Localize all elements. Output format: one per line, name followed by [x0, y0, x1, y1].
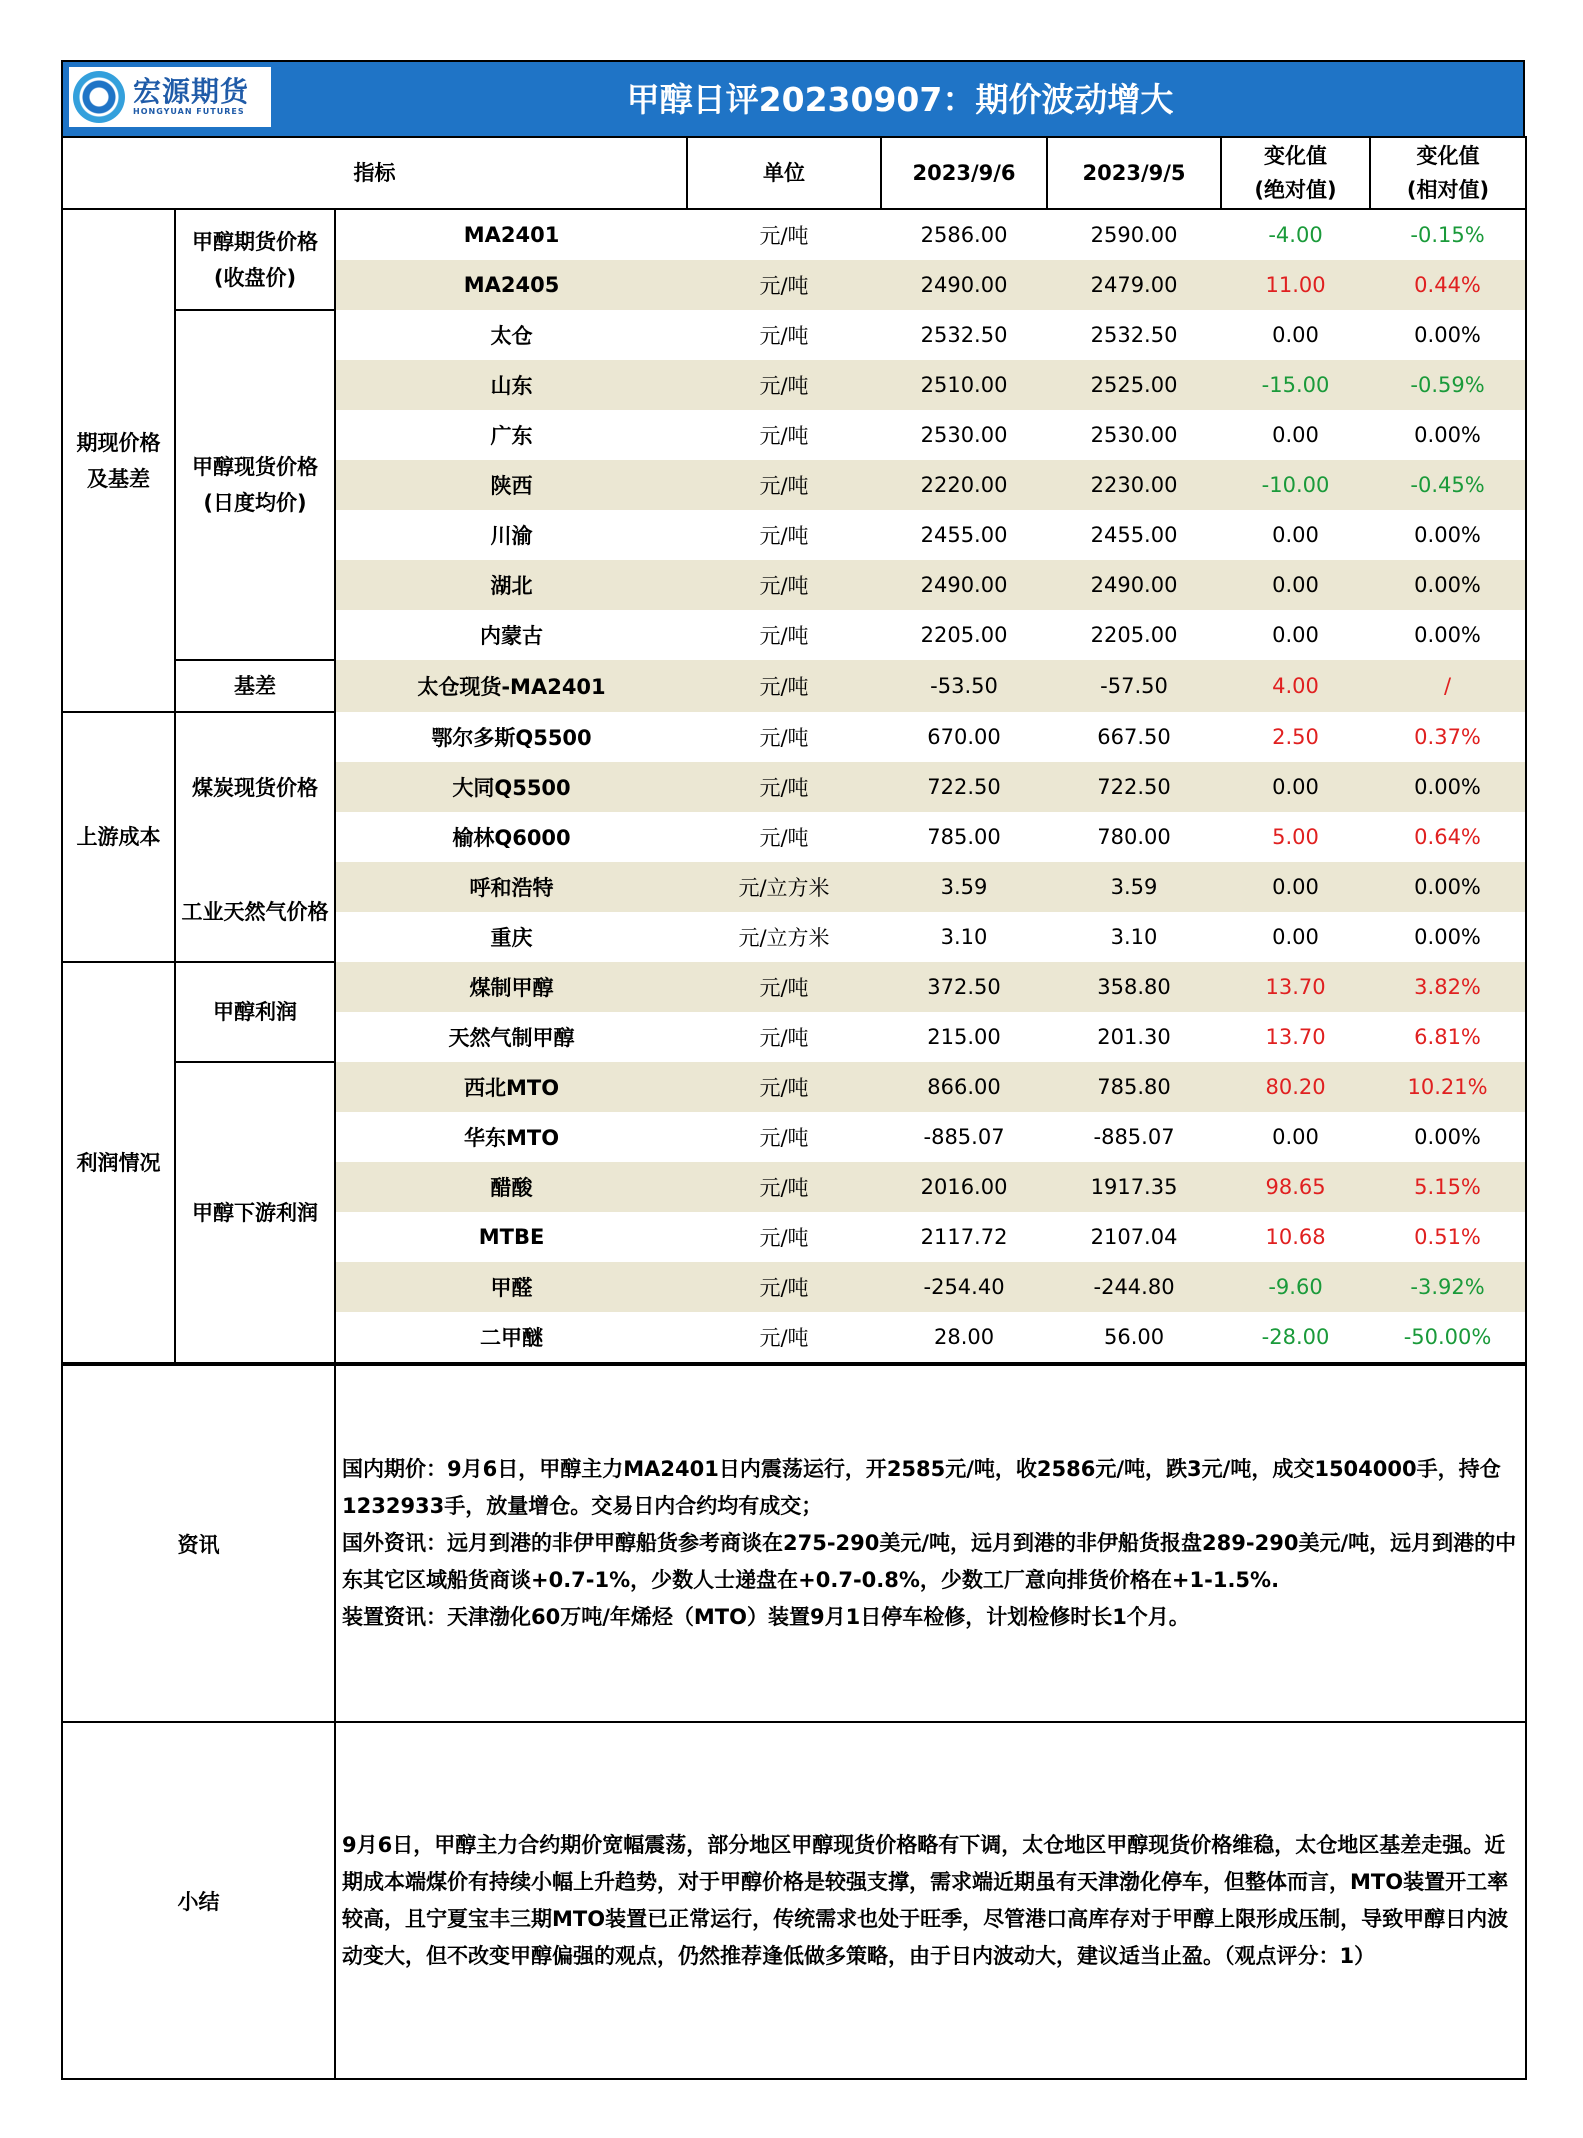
cell-value-0905: 785.80: [1047, 1062, 1221, 1112]
sub-downstream-profit: 甲醇下游利润: [175, 1062, 335, 1363]
cell-rel-change: -0.59%: [1370, 360, 1526, 410]
cell-value-0905: 2107.04: [1090, 1225, 1178, 1249]
cell-rel-change: -0.45%: [1370, 460, 1526, 510]
cell-rel-change: 0.37%: [1370, 712, 1526, 762]
cell-value-0906: 28.00: [881, 1312, 1047, 1363]
cell-abs-change: -4.00: [1268, 223, 1323, 247]
cell-indicator: 大同Q5500: [335, 762, 687, 812]
table-row: [62, 862, 1526, 912]
cell-unit: 元/吨: [759, 1026, 809, 1050]
cell-rel-change: -50.00%: [1370, 1312, 1526, 1363]
cell-abs-change: -28.00: [1221, 1312, 1370, 1363]
sub-gas-price: 工业天然气价格: [175, 862, 335, 962]
cell-unit: 元/吨: [687, 460, 881, 510]
cell-value-0906: 785.00: [927, 825, 1001, 849]
cell-unit: 元/吨: [687, 962, 881, 1012]
cell-value-0905: 2479.00: [1047, 260, 1221, 310]
cell-indicator: 太仓: [490, 324, 533, 348]
cell-abs-change: 10.68: [1265, 1225, 1326, 1249]
cell-indicator: 榆林Q6000: [452, 826, 571, 850]
cell-abs-change: 98.65: [1221, 1162, 1370, 1212]
cell-rel-change: 0.00%: [1370, 762, 1526, 812]
logo-text-en: HONGYUAN FUTURES: [133, 107, 245, 116]
cell-value-0906: 2220.00: [881, 460, 1047, 510]
cell-unit: 元/吨: [687, 1062, 881, 1112]
cell-value-0905: 201.30: [1097, 1025, 1171, 1049]
text-table: [61, 1364, 1527, 2080]
table-row: [62, 1062, 1526, 1112]
cell-value-0906: 866.00: [881, 1062, 1047, 1112]
cell-value-0906: 670.00: [927, 725, 1001, 749]
cell-abs-change: 0.00: [1272, 925, 1319, 949]
sub-basis: 基差: [175, 660, 335, 712]
news-line-plant: 装置资讯：天津渤化60万吨/年烯烃（MTO）装置9月1日停车检修，计划检修时长1个月。: [342, 1605, 1190, 1629]
cell-abs-change: 0.00: [1272, 1125, 1319, 1149]
report-title: 甲醇日评20230907：期价波动增大: [626, 80, 1174, 119]
cell-abs-change: -10.00: [1221, 460, 1370, 510]
col-rel-change: 变化值 (相对值): [1370, 137, 1526, 209]
cell-unit: 元/吨: [687, 1312, 881, 1363]
summary-row: [62, 1722, 1526, 2079]
cell-indicator: 重庆: [490, 926, 533, 950]
table-row: [62, 962, 1526, 1012]
cell-rel-change: 5.15%: [1370, 1162, 1526, 1212]
cell-unit: 元/吨: [759, 224, 809, 248]
cell-value-0906: 215.00: [927, 1025, 1001, 1049]
cell-value-0905: 722.50: [1047, 762, 1221, 812]
col-date2: 2023/9/5: [1047, 137, 1221, 209]
cell-indicator: 山东: [335, 360, 687, 410]
cell-abs-change: -9.60: [1221, 1262, 1370, 1312]
cell-value-0905: -57.50: [1047, 660, 1221, 712]
title-bar: [61, 60, 1525, 136]
cell-indicator: 醋酸: [335, 1162, 687, 1212]
cell-value-0905: 2230.00: [1047, 460, 1221, 510]
news-row: [62, 1365, 1526, 1722]
news-line-domestic: 国内期价：9月6日，甲醇主力MA2401日内震荡运行，开2585元/吨，收2586元/吨，跌3元/吨，成交1504000手，持仓1232933手，放量增仓。交易日内合约均有成交；: [342, 1457, 1501, 1518]
cell-rel-change: 0.00%: [1370, 862, 1526, 912]
news-label: 资讯: [62, 1365, 335, 1722]
cell-abs-change: 80.20: [1221, 1062, 1370, 1112]
cell-value-0906: 2586.00: [920, 223, 1008, 247]
cell-indicator: 陕西: [335, 460, 687, 510]
cell-indicator: 太仓现货-MA2401: [335, 660, 687, 712]
cell-abs-change: -15.00: [1221, 360, 1370, 410]
cell-unit: 元/吨: [687, 260, 881, 310]
cell-indicator: 华东MTO: [463, 1126, 560, 1150]
logo-mark-icon: [73, 71, 125, 123]
cell-indicator: 甲醛: [335, 1262, 687, 1312]
cell-value-0905: 2490.00: [1047, 560, 1221, 610]
cell-unit: 元/吨: [687, 1162, 881, 1212]
cell-unit: 元/吨: [759, 524, 809, 548]
cell-abs-change: 0.00: [1272, 423, 1319, 447]
cell-unit: 元/吨: [687, 762, 881, 812]
cell-value-0905: -244.80: [1047, 1262, 1221, 1312]
cell-rel-change: 0.00%: [1370, 510, 1526, 560]
table-row: [62, 712, 1526, 762]
report: [61, 60, 1525, 2080]
cell-value-0905: 2205.00: [1090, 623, 1178, 647]
table-row: [62, 310, 1526, 360]
cell-value-0906: 3.59: [881, 862, 1047, 912]
cell-value-0905: 667.50: [1097, 725, 1171, 749]
cell-rel-change: 10.21%: [1370, 1062, 1526, 1112]
col-indicator: 指标: [62, 137, 687, 209]
cell-indicator: 天然气制甲醇: [448, 1026, 575, 1050]
cell-unit: 元/吨: [759, 1226, 809, 1250]
cell-unit: 元/吨: [759, 826, 809, 850]
data-table: [61, 136, 1527, 1364]
cell-value-0905: 2532.50: [1090, 323, 1178, 347]
sub-futures-price: 甲醇期货价格 (收盘价): [175, 209, 335, 310]
cell-value-0905: -885.07: [1093, 1125, 1175, 1149]
cell-value-0906: 2205.00: [920, 623, 1008, 647]
cell-rel-change: 0.00%: [1370, 560, 1526, 610]
header-row: [62, 137, 1526, 209]
cell-unit: 元/立方米: [687, 862, 881, 912]
sub-spot-price: 甲醇现货价格 (日度均价): [175, 310, 335, 660]
cell-unit: 元/立方米: [738, 926, 830, 950]
cell-abs-change: 0.00: [1272, 323, 1319, 347]
cell-rel-change: -0.15%: [1370, 209, 1526, 260]
table-body: [62, 209, 1526, 1363]
cell-value-0905: 2525.00: [1047, 360, 1221, 410]
cell-value-0906: 2455.00: [920, 523, 1008, 547]
cell-abs-change: 2.50: [1272, 725, 1319, 749]
cell-unit: 元/吨: [759, 324, 809, 348]
cell-value-0906: 2117.72: [920, 1225, 1008, 1249]
col-unit: 单位: [687, 137, 881, 209]
cell-abs-change: 5.00: [1272, 825, 1319, 849]
cell-abs-change: 0.00: [1272, 523, 1319, 547]
cell-value-0905: 358.80: [1047, 962, 1221, 1012]
cell-indicator: 二甲醚: [335, 1312, 687, 1363]
cell-unit: 元/吨: [759, 624, 809, 648]
cell-abs-change: 0.00: [1221, 560, 1370, 610]
company-logo: [69, 67, 271, 127]
cell-value-0905: 3.59: [1047, 862, 1221, 912]
cell-abs-change: 11.00: [1221, 260, 1370, 310]
cell-value-0906: 2490.00: [881, 260, 1047, 310]
cell-indicator: 西北MTO: [335, 1062, 687, 1112]
cell-value-0906: 2532.50: [920, 323, 1008, 347]
cell-unit: 元/吨: [687, 560, 881, 610]
cell-value-0906: 722.50: [881, 762, 1047, 812]
cell-abs-change: 13.70: [1221, 962, 1370, 1012]
cell-indicator: 川渝: [490, 524, 533, 548]
col-abs-change: 变化值 (绝对值): [1221, 137, 1370, 209]
cell-indicator: MTBE: [478, 1225, 545, 1249]
cell-value-0905: 56.00: [1047, 1312, 1221, 1363]
cell-abs-change: 4.00: [1221, 660, 1370, 712]
cell-rel-change: 6.81%: [1370, 1012, 1526, 1062]
cell-value-0906: 2016.00: [881, 1162, 1047, 1212]
cell-rel-change: 0.44%: [1370, 260, 1526, 310]
cell-value-0906: -53.50: [881, 660, 1047, 712]
summary-label: 小结: [62, 1722, 335, 2079]
cell-rel-change: 0.51%: [1370, 1212, 1526, 1262]
summary-content: 9月6日，甲醇主力合约期价宽幅震荡，部分地区甲醇现货价格略有下调，太仓地区甲醇现货价格维稳，太仓地区基差走强。近期成本端煤价有持续小幅上升趋势，对于甲醇价格是较强支撑，需求端近期虽有天津渤化停车，但整体而言，MTO装置开工率较高，且宁夏宝丰三期MTO装置已正常运行，传统需求也处于旺季，尽管港口高库存对于甲醇上限形成压制，导致甲醇日内波动变大，但不改变甲醇偏强的观点，仍然推荐逢低做多策略，由于日内波动大，建议适当止盈。（观点评分：1）: [335, 1722, 1526, 2079]
table-row: [62, 660, 1526, 712]
cell-value-0906: 2530.00: [920, 423, 1008, 447]
cell-value-0906: 2510.00: [881, 360, 1047, 410]
cell-value-0905: 2530.00: [1090, 423, 1178, 447]
cell-unit: 元/吨: [759, 726, 809, 750]
cell-value-0906: -885.07: [923, 1125, 1005, 1149]
group-spot-basis: 期现价格 及基差: [62, 209, 175, 712]
cell-value-0906: -254.40: [881, 1262, 1047, 1312]
col-date1: 2023/9/6: [881, 137, 1047, 209]
cell-rel-change: 0.00%: [1370, 610, 1526, 660]
news-content: [335, 1365, 1526, 1722]
cell-abs-change: 13.70: [1265, 1025, 1326, 1049]
cell-indicator: 鄂尔多斯Q5500: [431, 726, 592, 750]
logo-text-cn: 宏源期货: [133, 75, 250, 108]
cell-value-0905: 3.10: [1110, 925, 1158, 949]
cell-abs-change: 0.00: [1221, 862, 1370, 912]
cell-indicator: 煤制甲醇: [335, 962, 687, 1012]
cell-value-0905: 2590.00: [1090, 223, 1178, 247]
cell-unit: 元/吨: [687, 1262, 881, 1312]
cell-rel-change: /: [1370, 660, 1526, 712]
news-line-foreign: 国外资讯：远月到港的非伊甲醇船货参考商谈在275-290美元/吨，远月到港的非伊船货报盘289-290美元/吨，远月到港的中东其它区域船货商谈+0.7-1%，少数人士递盘在+0.7-0.8%，少数工厂意向排货价格在+1-1.5%.: [342, 1531, 1517, 1592]
cell-value-0905: 780.00: [1097, 825, 1171, 849]
cell-unit: 元/吨: [687, 660, 881, 712]
cell-indicator: 内蒙古: [480, 624, 544, 648]
cell-rel-change: 0.00%: [1370, 410, 1526, 460]
cell-abs-change: 0.00: [1272, 623, 1319, 647]
cell-unit: 元/吨: [759, 424, 809, 448]
group-profit: 利润情况: [62, 962, 175, 1363]
cell-indicator: 广东: [490, 424, 533, 448]
sub-coal-price: 煤炭现货价格: [175, 712, 335, 862]
group-upstream-cost: 上游成本: [62, 712, 175, 962]
cell-indicator: MA2401: [463, 223, 560, 247]
cell-rel-change: 0.00%: [1370, 1112, 1526, 1162]
cell-indicator: 湖北: [335, 560, 687, 610]
cell-rel-change: -3.92%: [1370, 1262, 1526, 1312]
cell-rel-change: 0.00%: [1370, 310, 1526, 360]
cell-unit: 元/吨: [687, 360, 881, 410]
cell-unit: 元/吨: [759, 1126, 809, 1150]
cell-value-0906: 372.50: [881, 962, 1047, 1012]
cell-indicator: MA2405: [335, 260, 687, 310]
sub-methanol-profit: 甲醇利润: [175, 962, 335, 1062]
cell-value-0905: 1917.35: [1047, 1162, 1221, 1212]
cell-value-0906: 3.10: [940, 925, 988, 949]
cell-abs-change: 0.00: [1221, 762, 1370, 812]
cell-value-0905: 2455.00: [1090, 523, 1178, 547]
cell-indicator: 呼和浩特: [335, 862, 687, 912]
cell-rel-change: 3.82%: [1370, 962, 1526, 1012]
cell-value-0906: 2490.00: [881, 560, 1047, 610]
table-row: [62, 209, 1526, 260]
cell-rel-change: 0.64%: [1370, 812, 1526, 862]
cell-rel-change: 0.00%: [1370, 912, 1526, 962]
